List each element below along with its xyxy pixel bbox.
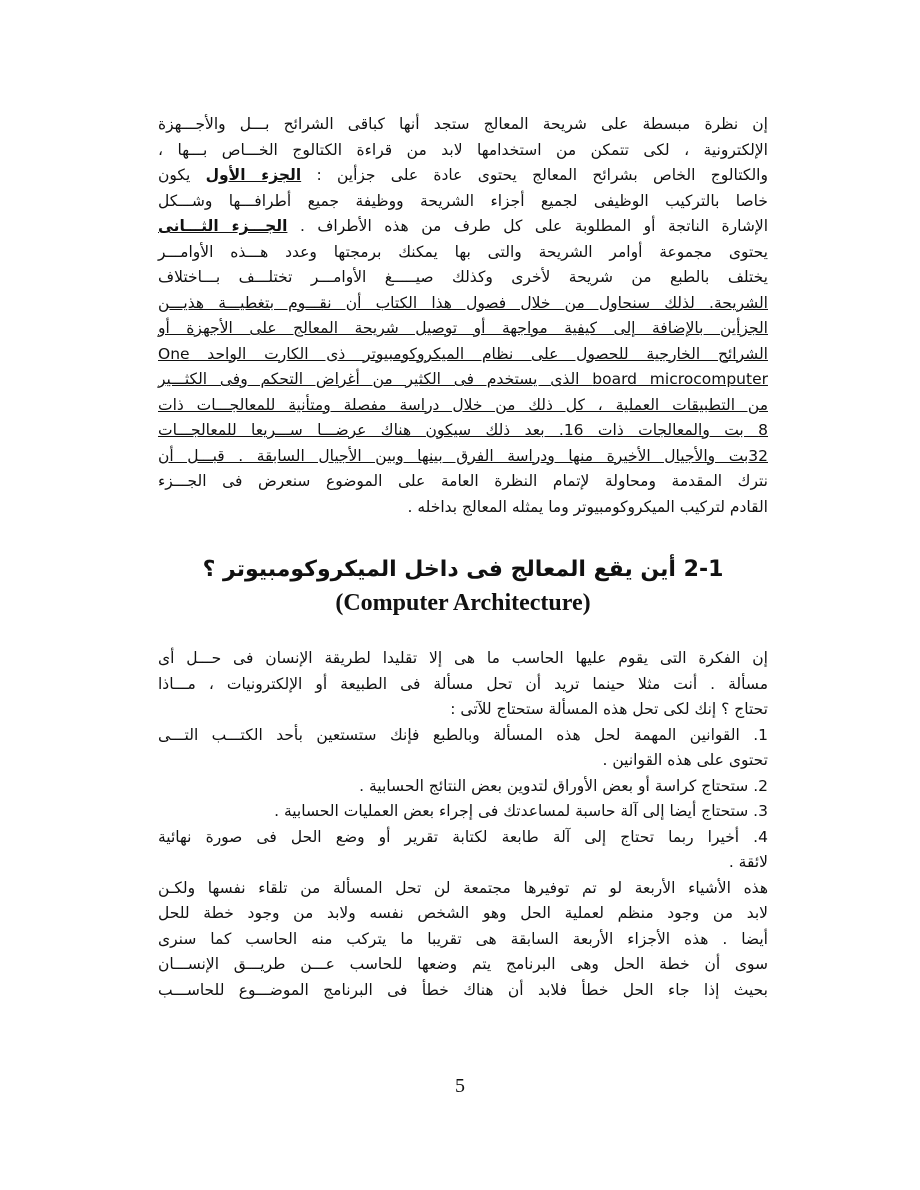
intro-line: 32بت والأجيال الأخيرة منها ودراسة الفرق بينها وبين الأجيال السابقة . قبـــل أن xyxy=(158,446,768,465)
intro-line xyxy=(158,214,768,240)
intro-line: خاصا بالتركيب الوظيفى لجميع أجزاء الشريحة ووظيفة جميع أطرافـــها وشـــكل xyxy=(158,191,768,210)
intro-line xyxy=(158,163,768,189)
intro-line: board microcomputer الذى يستخدم فى الكثير من أغراض التحكم وفى الكثـــير xyxy=(158,370,768,388)
intro-line: الجزأين بالإضافة إلى كيفية مواجهة أو توصيل شريحة المعالج على الأجهزة أو xyxy=(158,319,768,337)
intro-line: يختلف بالطبع من شريحة لأخرى وكذلك صيـــــغ الأوامـــر تختلـــف بـــاختلاف xyxy=(158,268,768,286)
intro-line-text: والكتالوج الخاص بشرائح المعالج يحتوى عادة على جزأين : xyxy=(316,166,768,184)
document-page xyxy=(158,112,768,1003)
section-title-english: (Computer Architecture) xyxy=(335,590,591,616)
intro-line: نترك المقدمة ومحاولة لإتمام النظرة العامة على الموضوع سنعرض فى الجـــزء xyxy=(158,472,768,490)
list-item: 3. ستحتاج أيضا إلى آلة حاسبة لمساعدتك فى إجراء بعض العمليات الحسابية . xyxy=(274,802,768,820)
intro-line: إن نظرة مبسطة على شريحة المعالج ستجد أنها كباقى الشرائح بـــل والأجـــهزة xyxy=(158,115,768,133)
body-paragraph xyxy=(158,646,768,1003)
intro-line: الشرائح الخارجية للحصول على نظام الميكروكومبيوتر ذى الكارت الواحد One xyxy=(158,344,768,363)
part-one-suffix: يكون xyxy=(158,166,191,184)
intro-line: الإلكترونية ، لكى تتمكن من استخدامها لابد من قراءة الكتالوج الخـــاص بـــها ، xyxy=(158,140,768,159)
body-line: مسألة . أنت مثلا حينما تريد أن تحل مسألة فى الطبيعة أو الإلكترونيات ، مـــاذا xyxy=(158,674,768,693)
intro-line: من التطبيقات العملية ، كل ذلك من خلال دراسة مفصلة ومتأنية للمعالجـــات ذات xyxy=(158,395,768,414)
section-title-arabic: 2-1 أين يقع المعالج فى داخل الميكروكومبيوتر ؟ xyxy=(202,557,724,582)
body-line: هذه الأشياء الأربعة لو تم توفيرها مجتمعة لن تحل المسألة من تلقاء نفسها ولكـن xyxy=(158,878,768,897)
body-line: بحيث إذا جاء الحل خطأ فلابد أن هناك خطأ فى البرنامج الموضـــوع للحاســـب xyxy=(158,980,768,999)
intro-line-text: الإشارة الناتجة أو المطلوبة على كل طرف من هذه الأطراف . xyxy=(299,217,768,235)
list-item: 4. أخيرا ربما تحتاج إلى آلة طابعة لكتابة تقرير أو وضع الحل فى صورة نهائية xyxy=(158,827,768,846)
list-item: 1. القوانين المهمة لحل هذه المسألة وبالطبع فإنك ستستعين بأحد الكتـــب التـــى xyxy=(158,725,768,744)
list-item: لائقة . xyxy=(728,853,768,871)
part-one-label: الجزء الأول xyxy=(205,166,302,184)
part-two-label: الجـــزء الثـــانى xyxy=(158,217,288,235)
page-number: 5 xyxy=(455,1075,465,1097)
intro-line: القادم لتركيب الميكروكومبيوتر وما يمثله المعالج بداخله . xyxy=(407,497,768,516)
body-line: أيضا . هذه الأجزاء الأربعة السابقة هى تقريبا ما يتركب منه الحاسب كما سنرى xyxy=(158,929,768,948)
body-line: تحتاج ؟ إنك لكى تحل هذه المسألة ستحتاج للآتى : xyxy=(450,700,768,718)
intro-line: 8 بت والمعالجات ذات 16. بعد ذلك سيكون هناك عرضـــا ســـريعا للمعالجـــات xyxy=(158,421,768,439)
section-heading xyxy=(158,554,768,620)
body-line: لابد من وجود منظم لعملية الحل وهو الشخص نفسه ولابد من وجود خطة للحل xyxy=(158,904,768,922)
intro-line: يحتوى مجموعة أوامر الشريحة والتى بها يمكنك برمجتها وعدد هـــذه الأوامـــر xyxy=(158,242,768,261)
body-line: سوى أن خطة الحل وهى البرنامج يتم وضعها للحاسب عـــن طريـــق الإنســـان xyxy=(158,955,768,973)
list-item: 2. ستحتاج كراسة أو بعض الأوراق لتدوين بعض النتائج الحسابية . xyxy=(359,776,768,795)
body-line: إن الفكرة التى يقوم عليها الحاسب ما هى إلا تقليدا لطريقة الإنسان فى حـــل أى xyxy=(158,649,768,667)
intro-line: الشريحة. لذلك سنحاول من خلال فصول هذا الكتاب أن نقـــوم بتغطيـــة هذيـــن xyxy=(158,293,768,312)
intro-paragraph xyxy=(158,112,768,520)
list-item: تحتوى على هذه القوانين . xyxy=(602,751,768,769)
